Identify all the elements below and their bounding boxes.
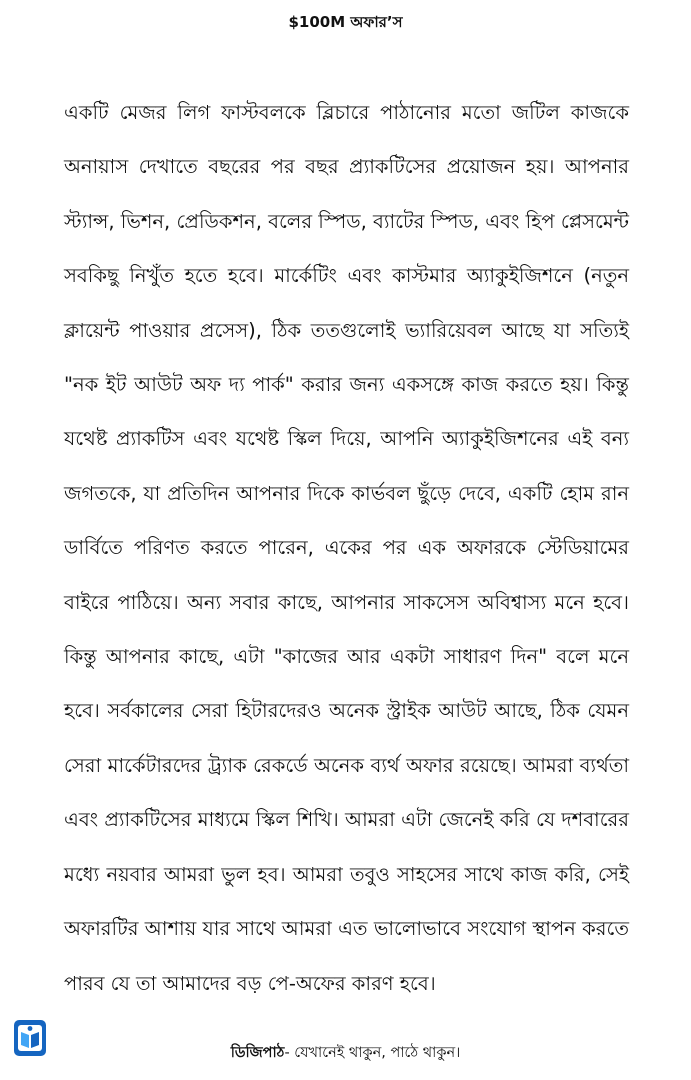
footer-brand: ডিজিপাঠ (230, 1045, 285, 1061)
body-paragraph: একটি মেজর লিগ ফাস্টবলকে ব্লিচারে পাঠানোর মতো জটিল কাজকে অনায়াস দেখাতে বছরের পর বছর প্র্যাকটিসের প্রয়োজন হয়। আপনার স্ট্যান্স, ভিশন, প্রেডিকশন, বলের স্পিড, ব্যাটের স্পিড, এবং হিপ প্লেসমেন্ট সবকিছু নিখুঁত হতে হবে। মার্কেটিং এবং কাস্টমার অ্যাকুইজিশনে (নতুন ক্লায়েন্ট পাওয়ার প্রসেস), ঠিক ততগুলোই ভ্যারিয়েবল আছে যা সত্যিই "নক ইট আউট অফ দ্য পার্ক" করার জন্য একসঙ্গে কাজ করতে হয়। কিন্তু যথেষ্ট প্র্যাকটিস এবং যথেষ্ট স্কিল দিয়ে, আপনি অ্যাকুইজিশনের এই বন্য জগতকে, যা প্রতিদিন আপনার দিকে কার্ভবল ছুঁড়ে দেবে, একটি হোম রান ডার্বিতে পরিণত করতে পারেন, একের পর এক অফারকে স্টেডিয়ামের বাইরে পাঠিয়ে। অন্য সবার কাছে, আপনার সাকসেস অবিশ্বাস্য মনে হবে। কিন্তু আপনার কাছে, এটা "কাজের আর একটা সাধারণ দিন" বলে মনে হবে। সর্বকালের সেরা হিটারদেরও অনেক স্ট্রাইক আউট আছে, ঠিক যেমন সেরা মার্কেটারদের ট্র্যাক রেকর্ডে অনেক ব্যর্থ অফার রয়েছে। আমরা ব্যর্থতা এবং প্র্যাকটিসের মাধ্যমে স্কিল শিখি। আমরা এটা জেনেই করি যে দশবারের মধ্যে নয়বার আমরা ভুল হব। আমরা তবুও সাহসের সাথে কাজ করি, সেই অফারটির আশায় যার সাথে আমরা এত ভালোভাবে সংযোগ স্থাপন করতে পারব যে তা আমাদের বড় পে-অফের কারণ হবে। (64, 101, 629, 995)
footer-caption (0, 1042, 691, 1064)
footer-tagline: - যেখানেই থাকুন, পাঠে থাকুন। (284, 1045, 461, 1061)
page-header-title: $100M অফার’স (288, 13, 403, 31)
page-footer (0, 1016, 691, 1080)
